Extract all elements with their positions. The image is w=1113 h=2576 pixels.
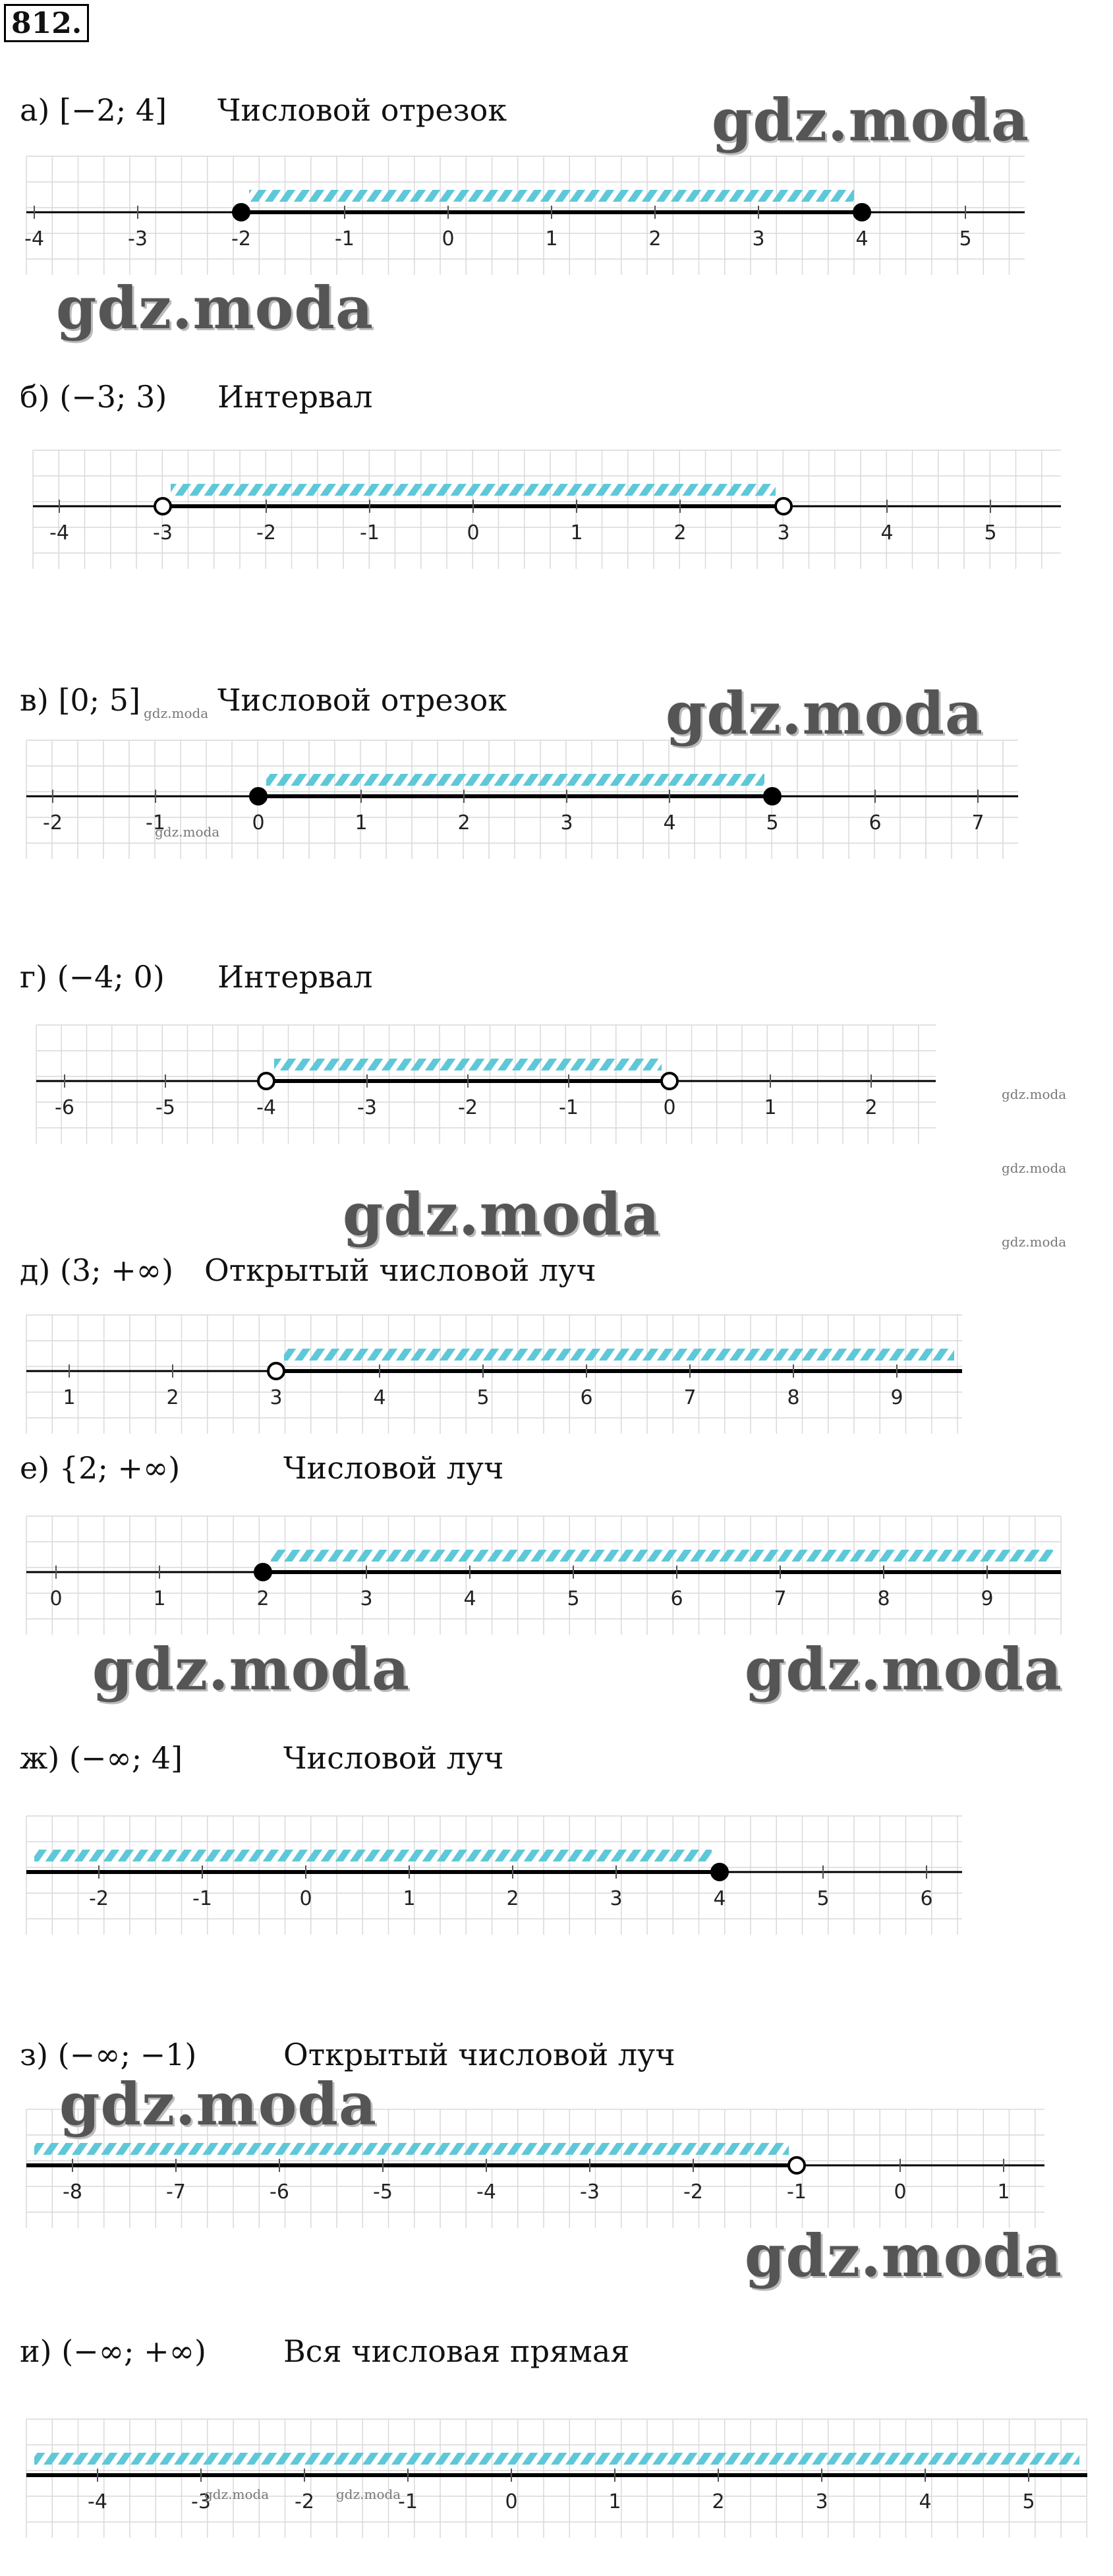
tick-label: -4	[256, 1096, 276, 1119]
left-endpoint-open	[155, 498, 171, 514]
right-endpoint-closed	[764, 788, 780, 804]
number-line-9	[26, 2419, 1087, 2538]
right-endpoint-open	[662, 1073, 677, 1089]
left-endpoint-closed	[250, 788, 266, 804]
tick-label: -3	[191, 2490, 211, 2513]
tick-label: -2	[295, 2490, 314, 2513]
tick-label: -3	[153, 521, 173, 544]
item-label-row	[20, 682, 140, 718]
tick-label: 3	[560, 811, 573, 834]
hatch-strip	[274, 1059, 662, 1070]
tick-label: -4	[24, 227, 44, 250]
interval-name: Вся числовая прямая	[283, 2333, 630, 2369]
tick-label: 8	[877, 1587, 890, 1610]
tick-label: -1	[360, 521, 380, 544]
tick-label: -2	[256, 521, 276, 544]
tick-label: 3	[270, 1386, 283, 1409]
watermark-small: gdz.moda	[336, 2486, 401, 2502]
item-label-row	[20, 959, 165, 995]
watermark: gdz.moda	[56, 274, 374, 342]
hatch-strip	[34, 2453, 1079, 2465]
interval-name: Интервал	[217, 959, 373, 995]
tick-label: 0	[299, 1887, 312, 1910]
interval-name: Числовой луч	[283, 1740, 504, 1776]
tick-label: 7	[774, 1587, 787, 1610]
tick-label: 1	[997, 2181, 1010, 2204]
problem-number: 812.	[4, 4, 89, 42]
tick-label: 2	[712, 2490, 725, 2513]
item-letter: и)	[20, 2333, 62, 2369]
interval-notation: (3; +∞)	[59, 1252, 174, 1288]
tick-label: -4	[88, 2490, 107, 2513]
tick-label: 2	[256, 1587, 270, 1610]
tick-label: 1	[608, 2490, 621, 2513]
tick-label: 5	[766, 811, 779, 834]
hatch-strip	[34, 1850, 712, 1861]
tick-label: 4	[463, 1587, 476, 1610]
tick-label: 5	[984, 521, 997, 544]
interval-name: Числовой луч	[283, 1450, 504, 1486]
interval-name: Интервал	[217, 379, 373, 415]
watermark: gdz.moda	[712, 86, 1030, 154]
tick-label: -5	[156, 1096, 175, 1119]
tick-label: 8	[787, 1386, 800, 1409]
tick-label: -3	[357, 1096, 377, 1119]
tick-label: -1	[398, 2490, 418, 2513]
interval-name: Открытый числовой луч	[283, 2037, 675, 2072]
item-letter: б)	[20, 379, 60, 415]
tick-label: 1	[570, 521, 583, 544]
interval-notation: (−∞; 4]	[69, 1740, 183, 1776]
interval-notation: (−∞; +∞)	[61, 2333, 206, 2369]
tick-label: 4	[663, 811, 676, 834]
hatch-strip	[271, 1550, 1053, 1562]
item-label-row	[20, 1740, 183, 1776]
tick-label: -6	[270, 2181, 289, 2204]
item-label-row	[20, 1252, 173, 1288]
tick-label: 1	[355, 811, 368, 834]
item-letter: г)	[20, 959, 57, 995]
tick-label: 1	[545, 227, 558, 250]
tick-label: 4	[880, 521, 894, 544]
item-label-row	[20, 2037, 196, 2072]
item-letter: з)	[20, 2037, 58, 2072]
tick-label: 1	[403, 1887, 416, 1910]
tick-label: -7	[166, 2181, 186, 2204]
tick-label: 0	[505, 2490, 518, 2513]
tick-label: 5	[816, 1887, 830, 1910]
interval-notation: [0; 5]	[58, 682, 141, 718]
tick-label: 2	[673, 521, 687, 544]
number-line-3	[26, 740, 1018, 859]
tick-label: 6	[580, 1386, 593, 1409]
tick-label: 6	[670, 1587, 683, 1610]
tick-label: -6	[55, 1096, 74, 1119]
hatch-strip	[34, 2143, 789, 2155]
tick-label: 3	[752, 227, 765, 250]
tick-label: -1	[335, 227, 355, 250]
tick-label: 2	[506, 1887, 519, 1910]
interval-name: Числовой отрезок	[217, 682, 507, 718]
tick-label: 3	[777, 521, 790, 544]
tick-label: 1	[63, 1386, 76, 1409]
tick-label: -4	[476, 2181, 496, 2204]
item-letter: е)	[20, 1450, 59, 1486]
tick-label: 1	[153, 1587, 166, 1610]
tick-label: 0	[894, 2181, 907, 2204]
tick-label: 2	[648, 227, 662, 250]
item-label-row	[20, 2333, 206, 2369]
tick-label: -3	[128, 227, 148, 250]
tick-label: 0	[252, 811, 265, 834]
hatch-strip	[284, 1349, 954, 1361]
tick-label: 0	[442, 227, 455, 250]
right-endpoint-open	[776, 498, 791, 514]
tick-label: -5	[373, 2181, 393, 2204]
number-line-7	[26, 1816, 962, 1935]
tick-label: 5	[1022, 2490, 1035, 2513]
number-line-6	[26, 1516, 1061, 1635]
item-label-row	[20, 1450, 180, 1486]
tick-label: 4	[919, 2490, 932, 2513]
tick-label: 2	[865, 1096, 878, 1119]
number-line-4	[36, 1025, 936, 1144]
left-endpoint-open	[268, 1363, 284, 1379]
tick-label: -1	[146, 811, 165, 834]
watermark: gdz.moda	[745, 2221, 1063, 2290]
watermark: gdz.moda	[92, 1635, 411, 1703]
interval-name: Открытый числовой луч	[204, 1252, 596, 1288]
watermark-small: gdz.moda	[1002, 1234, 1067, 1250]
tick-label: 3	[360, 1587, 373, 1610]
item-letter: д)	[20, 1252, 60, 1288]
interval-name: Числовой отрезок	[217, 92, 507, 128]
interval-notation: [−2; 4]	[59, 92, 167, 128]
tick-label: 4	[855, 227, 869, 250]
hatch-strip	[266, 774, 764, 786]
number-line-5	[26, 1315, 962, 1434]
tick-label: 0	[467, 521, 480, 544]
watermark: gdz.moda	[745, 1635, 1063, 1703]
tick-label: 7	[683, 1386, 697, 1409]
tick-label: 2	[457, 811, 471, 834]
right-endpoint-closed	[854, 204, 870, 220]
watermark-small: gdz.moda	[1002, 1160, 1067, 1176]
left-endpoint-open	[258, 1073, 274, 1089]
right-endpoint-open	[789, 2157, 805, 2173]
tick-label: -2	[683, 2181, 703, 2204]
right-endpoint-closed	[712, 1864, 728, 1880]
tick-label: -2	[43, 811, 63, 834]
tick-label: 5	[567, 1587, 580, 1610]
item-label-row	[20, 92, 167, 128]
tick-label: -4	[49, 521, 69, 544]
left-endpoint-closed	[233, 204, 249, 220]
watermark-small: gdz.moda	[144, 705, 209, 721]
hatch-strip	[171, 484, 776, 496]
tick-label: 5	[476, 1386, 490, 1409]
watermark-small: gdz.moda	[155, 824, 220, 840]
tick-label: 3	[815, 2490, 828, 2513]
tick-label: 7	[971, 811, 985, 834]
tick-label: 5	[959, 227, 972, 250]
watermark-small: gdz.moda	[204, 2486, 270, 2502]
interval-notation: (−∞; −1)	[57, 2037, 197, 2072]
item-letter: а)	[20, 92, 59, 128]
interval-notation: (−3; 3)	[59, 379, 167, 415]
watermark: gdz.moda	[666, 679, 984, 747]
tick-label: 2	[166, 1386, 179, 1409]
tick-label: -3	[580, 2181, 600, 2204]
number-line-2	[33, 450, 1061, 569]
tick-label: -1	[787, 2181, 807, 2204]
tick-label: 9	[981, 1587, 994, 1610]
interval-notation: (−4; 0)	[57, 959, 165, 995]
watermark: gdz.moda	[59, 2070, 378, 2138]
tick-label: -1	[559, 1096, 579, 1119]
watermark-small: gdz.moda	[1002, 1086, 1067, 1102]
tick-label: 0	[663, 1096, 676, 1119]
tick-label: -2	[89, 1887, 109, 1910]
number-line-1	[24, 156, 1025, 275]
left-endpoint-closed	[255, 1564, 271, 1580]
interval-notation: {2; +∞)	[59, 1450, 181, 1486]
tick-label: -8	[63, 2181, 82, 2204]
watermark: gdz.moda	[343, 1180, 661, 1248]
tick-label: -2	[458, 1096, 478, 1119]
tick-label: -2	[231, 227, 251, 250]
tick-label: 4	[713, 1887, 726, 1910]
tick-label: -1	[192, 1887, 212, 1910]
tick-label: 6	[869, 811, 882, 834]
tick-label: 3	[610, 1887, 623, 1910]
item-label-row	[20, 379, 167, 415]
item-letter: в)	[20, 682, 59, 718]
tick-label: 0	[49, 1587, 63, 1610]
tick-label: 6	[920, 1887, 933, 1910]
tick-label: 4	[373, 1386, 386, 1409]
item-letter: ж)	[20, 1740, 69, 1776]
tick-label: 9	[890, 1386, 903, 1409]
tick-label: 1	[764, 1096, 777, 1119]
hatch-strip	[249, 190, 854, 202]
